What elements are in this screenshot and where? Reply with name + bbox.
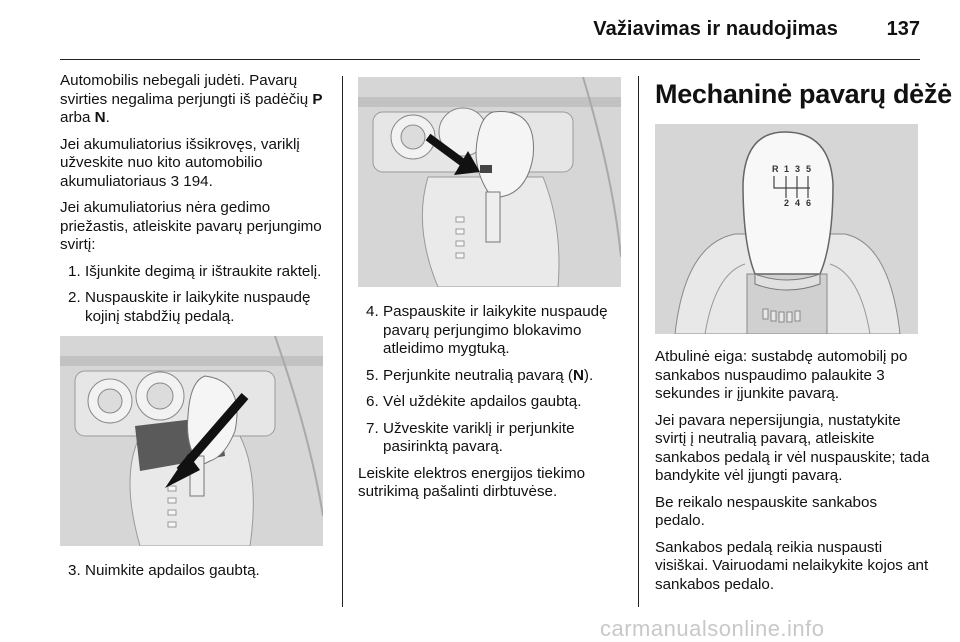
selector-illustration xyxy=(358,77,621,287)
step-number: 3. xyxy=(68,562,81,579)
gear-knob-illustration xyxy=(655,124,918,334)
paragraph-clutch-unnecessary: Be reikalo nespauskite sankabos pedalo. xyxy=(655,493,878,529)
steps-list-1b xyxy=(60,562,335,581)
knob-label-4: 4 xyxy=(795,198,801,208)
step-text: Vėl uždėkite apdailos gaubtą. xyxy=(383,393,582,410)
page-number: 137 xyxy=(886,18,920,40)
step-number: 6. xyxy=(366,393,379,410)
paragraph-reverse: Atbulinė eiga: sustabdę automobilį po sankabos nuspaudimo palaukite 3 sekundes ir įjunkite pavarą. xyxy=(655,348,908,402)
column-1 xyxy=(60,72,335,589)
header-rule xyxy=(60,59,920,60)
step-text: Išjunkite degimą ir ištraukite raktelį. xyxy=(85,262,322,280)
text-run: . xyxy=(105,109,110,126)
knob-label-3: 3 xyxy=(795,164,801,174)
running-title: Važiavimas ir naudojimas xyxy=(593,18,838,40)
paragraph-neutral: Jei pavara nepersijungia, nustatykite svirtį į neutralią pavarą, atleiskite sankabos pedalą ir vėl nuspauskite; tada bandykite vėl įjungti pavarą. xyxy=(655,411,930,484)
paragraph-gear-stuck xyxy=(60,72,335,128)
steps-list-1 xyxy=(60,263,335,327)
knob-label-2: 2 xyxy=(784,198,790,208)
knob-label-6: 6 xyxy=(806,198,812,208)
list-item xyxy=(60,263,335,282)
paragraph-clutch-full: Sankabos pedalą reikia nuspausti visiškai. Vairuodami nelaikykite kojos ant sankabos pedalo. xyxy=(655,538,929,593)
list-item xyxy=(358,393,630,412)
gear-letter-n: N xyxy=(94,109,106,126)
step-text: ). xyxy=(583,366,594,384)
column-2 xyxy=(358,77,630,510)
list-item xyxy=(358,367,630,386)
step-text: Nuspauskite ir laikykite nuspaudę kojinį stabdžių pedalą. xyxy=(85,289,311,325)
list-item xyxy=(358,303,630,359)
figure-selector-release-button xyxy=(358,77,621,287)
knob-label-5: 5 xyxy=(806,164,812,174)
knob-label-1: 1 xyxy=(784,164,790,174)
step-number: 1. xyxy=(68,262,81,280)
column-3 xyxy=(655,72,952,602)
step-number: 2. xyxy=(68,289,81,306)
watermark: carmanualsonline.info xyxy=(600,616,825,641)
paragraph-release-lever: Jei akumuliatorius nėra gedimo priežastis, atleiskite pavarų perjungimo svirtį: xyxy=(60,199,322,253)
step-number: 4. xyxy=(366,303,379,320)
column-divider-1 xyxy=(342,76,343,607)
text-run: arba xyxy=(60,109,95,126)
figure-selector-trim-arrow xyxy=(60,336,323,546)
cross-reference-arrow-icon: 3 xyxy=(170,172,180,190)
cross-reference-page[interactable]: 194. xyxy=(179,172,213,190)
selector-illustration xyxy=(60,336,323,546)
step-text: Nuimkite apdailos gaubtą. xyxy=(85,562,260,579)
gear-letter-p: P xyxy=(312,90,323,108)
column-divider-2 xyxy=(638,76,639,607)
gear-letter-n: N xyxy=(572,366,584,384)
step-text: Perjunkite neutralią pavarą ( xyxy=(383,366,573,384)
step-number: 7. xyxy=(366,419,379,437)
paragraph-workshop: Leiskite elektros energijos tiekimo sutrikimą pašalinti dirbtuvėse. xyxy=(358,464,586,500)
page-header xyxy=(0,0,960,60)
list-item xyxy=(358,420,630,457)
text-run: Automobilis nebegali judėti. Pavarų svirties negalima perjungti iš padėčių xyxy=(60,72,313,108)
figure-manual-gear-knob xyxy=(655,124,918,334)
step-number: 5. xyxy=(366,366,379,384)
text-run: Jei akumuliatorius išsikrovęs, variklį užveskite nuo kito automobilio akumuliatoriaus xyxy=(60,135,300,190)
steps-list-2 xyxy=(358,303,630,457)
step-text: Paspauskite ir laikykite nuspaudę pavarų perjungimo blokavimo atleidimo mygtuką. xyxy=(383,303,608,357)
knob-label-r: R xyxy=(772,164,779,174)
list-item xyxy=(60,562,335,581)
paragraph-battery xyxy=(60,136,335,192)
section-title: Mechaninė pavarų dėžė xyxy=(655,79,952,109)
step-text: Užveskite variklį ir perjunkite pasirinktą pavarą. xyxy=(383,419,575,455)
list-item xyxy=(60,289,335,326)
